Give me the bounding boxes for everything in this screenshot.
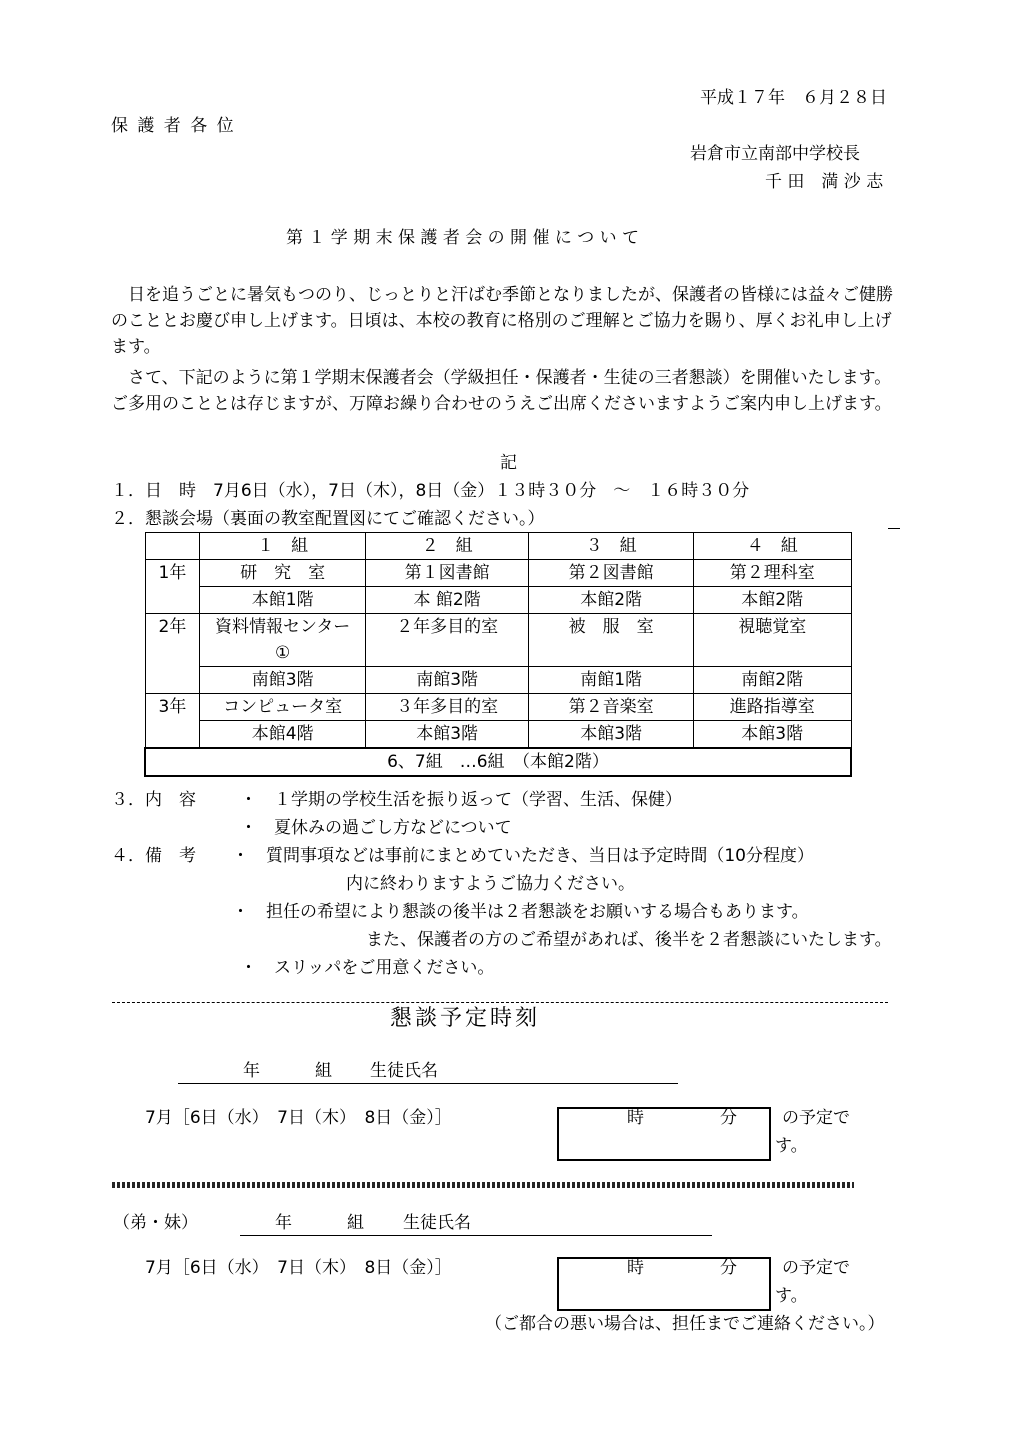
addressee: 保 護 者 各 位 [111, 116, 236, 136]
floor-cell: 南館3階 [365, 667, 529, 694]
invitation-paragraph: さて、下記のように第１学期末保護者会（学級担任・保護者・生徒の三者懇談）を開催いたします。ご多用のこととは存じますが、万障お繰り合わせのうえご出席くださいますようご案内申し上げます。 [111, 368, 892, 414]
grade-cell: 3年 [145, 694, 200, 749]
ki-heading: 記 [500, 453, 517, 473]
floor-cell: 南館2階 [693, 667, 851, 694]
table-header-cell: １ 組 [200, 533, 366, 560]
room-cell: 第２音楽室 [529, 694, 694, 721]
item-venue: ２．懇談会場（裏面の教室配置図にてご確認ください。） [111, 509, 545, 529]
room-cell: 被 服 室 [529, 614, 694, 667]
floor-cell: 本館2階 [529, 587, 694, 614]
footer-cell: 6、7組 …6組 （本館2階） [145, 748, 851, 776]
sibling-label: （弟・妹） [113, 1213, 198, 1233]
student-name-underline [240, 1235, 712, 1236]
greeting-paragraph: 日を追うごとに暑気もつのり、じっとりと汗ばむ季節となりましたが、保護者の皆様には益々ご健勝のこととお慶び申し上げます。日頃は、本校の教育に格別のご理解とご協力を賜り、厚くお礼申し上げます。 [111, 285, 893, 357]
item-notes-continuation: また、保護者の方のご希望があれば、後半を２者懇談にいたします。 [366, 930, 892, 950]
room-cell: 進路指導室 [693, 694, 851, 721]
meeting-dates: 7月［6日（水） 7日（木） 8日（金）］ [145, 1258, 452, 1278]
item-notes-label: ４．備 考 [111, 846, 196, 866]
table-footer-row [145, 748, 851, 776]
room-cell: コンピュータ室 [200, 694, 366, 721]
room-cell: 視聴覚室 [693, 614, 851, 667]
schedule-suffix: の予定で [782, 1108, 850, 1128]
hour-label: 時 [627, 1258, 644, 1278]
table-row [145, 614, 851, 667]
room-name: 資料情報センター [214, 617, 351, 637]
room-name-suffix: ① [274, 643, 291, 663]
table-row [145, 560, 851, 587]
year-label: 年 [243, 1061, 260, 1081]
schedule-suffix: の予定で [782, 1258, 850, 1278]
room-cell: 第１図書館 [365, 560, 529, 587]
slip-title: 懇談予定時刻 [390, 1006, 541, 1031]
margin-mark [888, 528, 900, 529]
floor-cell: 本館3階 [693, 721, 851, 749]
room-cell: 第２理科室 [693, 560, 851, 587]
hour-label: 時 [627, 1108, 644, 1128]
item-notes-bullet: ・ スリッパをご用意ください。 [240, 958, 495, 978]
wavy-separator [112, 1182, 854, 1188]
room-cell [200, 614, 366, 667]
item-notes-bullet: ・ 質問事項などは事前にまとめていただき、当日は予定時間（10分程度） [232, 846, 814, 866]
room-cell: ３年多目的室 [365, 694, 529, 721]
table-header-cell: ２ 組 [365, 533, 529, 560]
table-row [145, 587, 851, 614]
floor-cell: 本館1階 [200, 587, 366, 614]
year-label: 年 [275, 1213, 292, 1233]
rooms-table [144, 532, 852, 777]
student-name-label: 生徒氏名 [370, 1061, 438, 1081]
item-notes-continuation: 内に終わりますようご協力ください。 [346, 874, 635, 894]
floor-cell: 本館3階 [365, 721, 529, 749]
contact-note: （ご都合の悪い場合は、担任までご連絡ください。） [485, 1314, 885, 1334]
table-header-cell: ４ 組 [693, 533, 851, 560]
table-row [145, 694, 851, 721]
item-datetime: １．日 時 7月6日（水），7日（木），8日（金）１３時３０分 ～ １６時３０分 [111, 481, 750, 501]
table-row [145, 721, 851, 749]
room-cell: 第２図書館 [529, 560, 694, 587]
floor-cell: 南館3階 [200, 667, 366, 694]
document-date: 平成１７年 ６月２８日 [700, 88, 887, 108]
table-header-cell: ３ 組 [529, 533, 694, 560]
time-entry-box[interactable] [557, 1107, 771, 1161]
schedule-suffix-end: す。 [775, 1136, 808, 1156]
grade-cell: 1年 [145, 560, 200, 614]
item-content-label: ３．内 容 [111, 790, 196, 810]
minute-label: 分 [720, 1258, 737, 1278]
floor-cell: 本館3階 [529, 721, 694, 749]
table-header-row [145, 533, 851, 560]
table-row [145, 667, 851, 694]
floor-cell: 本館4階 [200, 721, 366, 749]
floor-cell: 本館2階 [693, 587, 851, 614]
sender-name: 千 田 満 沙 志 [765, 172, 884, 192]
schedule-suffix-end: す。 [775, 1286, 808, 1306]
item-content-bullet: ・ 夏休みの過ごし方などについて [240, 818, 512, 838]
class-label: 組 [315, 1061, 332, 1081]
time-entry-box[interactable] [557, 1257, 771, 1311]
room-cell: ２年多目的室 [365, 614, 529, 667]
item-content-bullet: ・ １学期の学校生活を振り返って（学習、生活、保健） [240, 790, 682, 810]
minute-label: 分 [720, 1108, 737, 1128]
cut-line [112, 1002, 888, 1003]
sender-organization: 岩倉市立南部中学校長 [690, 144, 860, 164]
floor-cell: 本 館2階 [365, 587, 529, 614]
floor-cell: 南館1階 [529, 667, 694, 694]
student-name-underline [178, 1083, 678, 1084]
table-header-cell [145, 533, 200, 560]
student-name-label: 生徒氏名 [403, 1213, 471, 1233]
item-notes-bullet: ・ 担任の希望により懇談の後半は２者懇談をお願いする場合もあります。 [232, 902, 809, 922]
document-title: 第 １ 学 期 末 保 護 者 会 の 開 催 に つ い て [286, 228, 640, 248]
grade-cell: 2年 [145, 614, 200, 694]
meeting-dates: 7月［6日（水） 7日（木） 8日（金）］ [145, 1108, 452, 1128]
class-label: 組 [347, 1213, 364, 1233]
room-cell: 研 究 室 [200, 560, 366, 587]
